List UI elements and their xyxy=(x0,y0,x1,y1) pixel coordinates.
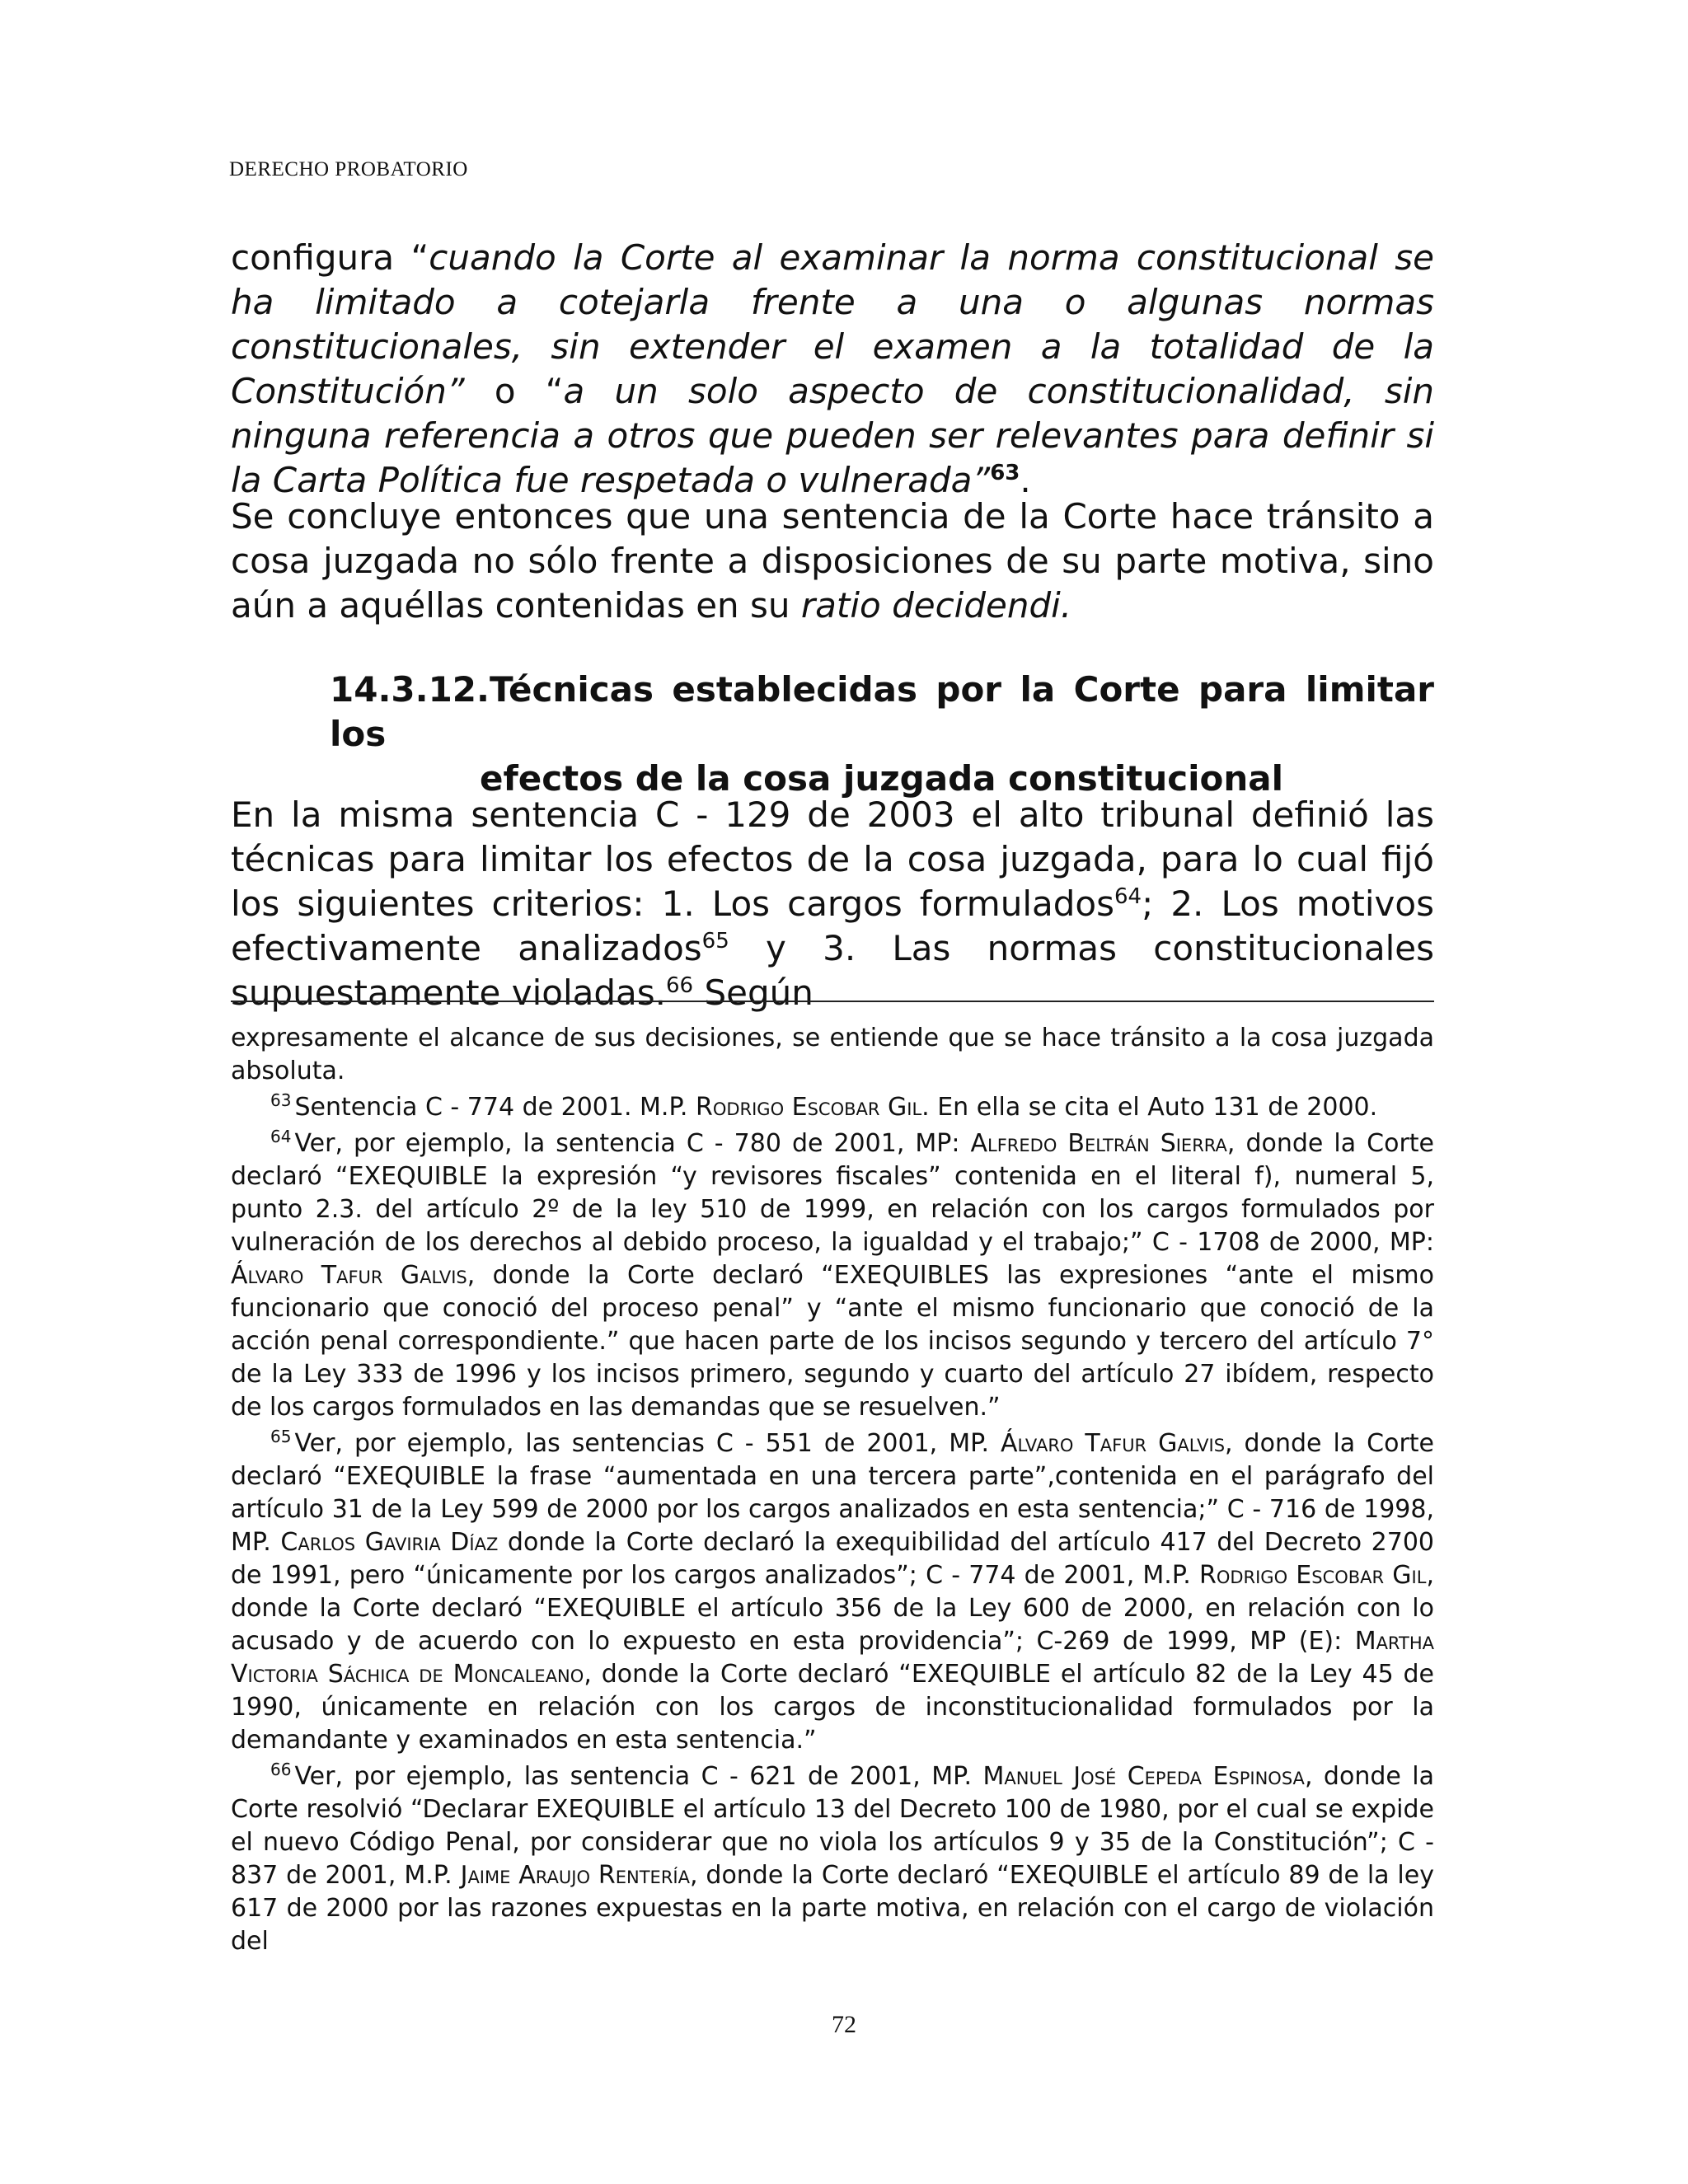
paragraph-conclusion: Se concluye entonces que una sentencia de la Corte hace tránsito a cosa juzgada no sólo frente a disposiciones de su parte motiva, sino aún a aquéllas contenidas en su ratio decidendi. xyxy=(231,496,1434,626)
footnote-63: $^{63}$ Sentencia C - 774 de 2001. M.P. Rodrigo Escobar Gil. En ella se cita el Auto 131 de 2000. xyxy=(270,1090,1378,1122)
footnote-65: $^{65}$ Ver, por ejemplo, las sentencias C - 551 de 2001, MP. Álvaro Tafur Galvis, donde la Corte declaró “EXEQUIBLE la frase “aumentada en una tercera parte”,contenida en el parágrafo del artículo 31 de la Ley 599 de 2000 por los cargos analizados en esta sentencia;” C - 716 de 1998, MP. Carlos Gaviria Díaz donde la Corte declaró la exequibilidad del artículo 417 del Decreto 2700 de 1991, pero “únicamente por los cargos analizados”; C - 774 de 2001, M.P. Rodrigo Escobar Gil, donde la Corte declaró “EXEQUIBLE el artículo 356 de la Ley 600 de 2000, en relación con lo acusado y de acuerdo con lo expuesto en esta providencia”; C-269 de 1999, MP (E): Martha Victoria Sáchica de Moncaleano, donde la Corte declaró “EXEQUIBLE el artículo 82 de la Ley 45 de 1990, únicamente en relación con los cargos de inconstitucionalidad formulados por la demandante y examinados en esta sentencia.” xyxy=(231,1427,1434,1755)
footnote-continuation: expresamente el alcance de sus decisiones, se entiende que se hace tránsito a la cosa juzgada absoluta. xyxy=(231,1024,1434,1085)
footnote-ref-63[interactable]: 63 xyxy=(990,461,1020,485)
footnote-64: $^{64}$ Ver, por ejemplo, la sentencia C - 780 de 2001, MP: Alfredo Beltrán Sierra, donde la Corte declaró “EXEQUIBLE la expresión “y revisores fiscales” contenida en el literal f), numeral 5, punto 2.3. del artículo 2º de la ley 510 de 1999, en relación con los cargos formulados por vulneración de los derechos al debido proceso, la igualdad y el trabajo;” C - 1708 de 2000, MP: Álvaro Tafur Galvis, donde la Corte declaró “EXEQUIBLES las expresiones “ante el mismo funcionario que conoció del proceso penal” y “ante el mismo funcionario que conoció de la acción penal correspondiente.” que hacen parte de los incisos segundo y tercero del artículo 7° de la Ley 333 de 1996 y los incisos primero, segundo y cuarto del artículo 27 ibídem, respecto de los cargos formulados en las demandas que se resuelven.” xyxy=(231,1127,1435,1422)
paragraph-quote-cosa-juzgada: configura “cuando la Corte al examinar la norma constitucional se ha limitado a cotejarla frente a una o algunas normas constitucionales, sin extender el examen a la totalidad de la Constitución” o “a un solo aspecto de constitucionalidad, sin ninguna referencia a otros que pueden ser relevantes para definir si la Carta Política fue respetada o vulnerada”$^{63}$. xyxy=(231,237,1435,500)
footnote-ref-64[interactable]: 64 xyxy=(1114,884,1142,909)
paragraph-techniques: En la misma sentencia C - 129 de 2003 el alto tribunal definió las técnicas para limitar los efectos de la cosa juzgada, para lo cual fijó los siguientes criterios: 1. Los cargos formulados$^{64}$; 2. Los motivos efectivamente analizados$^{65}$ y 3. Las normas constitucionales supuestamente violadas.$^{66}$ Según xyxy=(231,794,1434,1013)
footnotes xyxy=(231,1022,1434,1961)
section-heading xyxy=(330,668,1434,801)
section-heading-line-2: efectos de la cosa juzgada constitucional xyxy=(480,758,1284,799)
footnote-separator xyxy=(231,1001,1434,1002)
footnote-ref-65[interactable]: 65 xyxy=(701,929,729,954)
footnote-ref-66[interactable]: 66 xyxy=(666,973,694,998)
section-heading-line-1: 14.3.12.Técnicas establecidas por la Corte para limitar los xyxy=(330,669,1434,754)
page-number: 72 xyxy=(832,2011,856,2038)
running-head: DERECHO PROBATORIO xyxy=(229,158,468,180)
footnote-66: $^{66}$ Ver, por ejemplo, las sentencia C - 621 de 2001, MP. Manuel José Cepeda Espinosa, donde la Corte resolvió “Declarar EXEQUIBLE el artículo 13 del Decreto 100 de 1980, por el cual se expide el nuevo Código Penal, por considerar que no viola los artículos 9 y 35 de la Constitución”; C - 837 de 2001, M.P. Jaime Araujo Rentería, donde la Corte declaró “EXEQUIBLE el artículo 89 de la ley 617 de 2000 por las razones expuestas en la parte motiva, en relación con el cargo de violación del xyxy=(231,1760,1434,1956)
